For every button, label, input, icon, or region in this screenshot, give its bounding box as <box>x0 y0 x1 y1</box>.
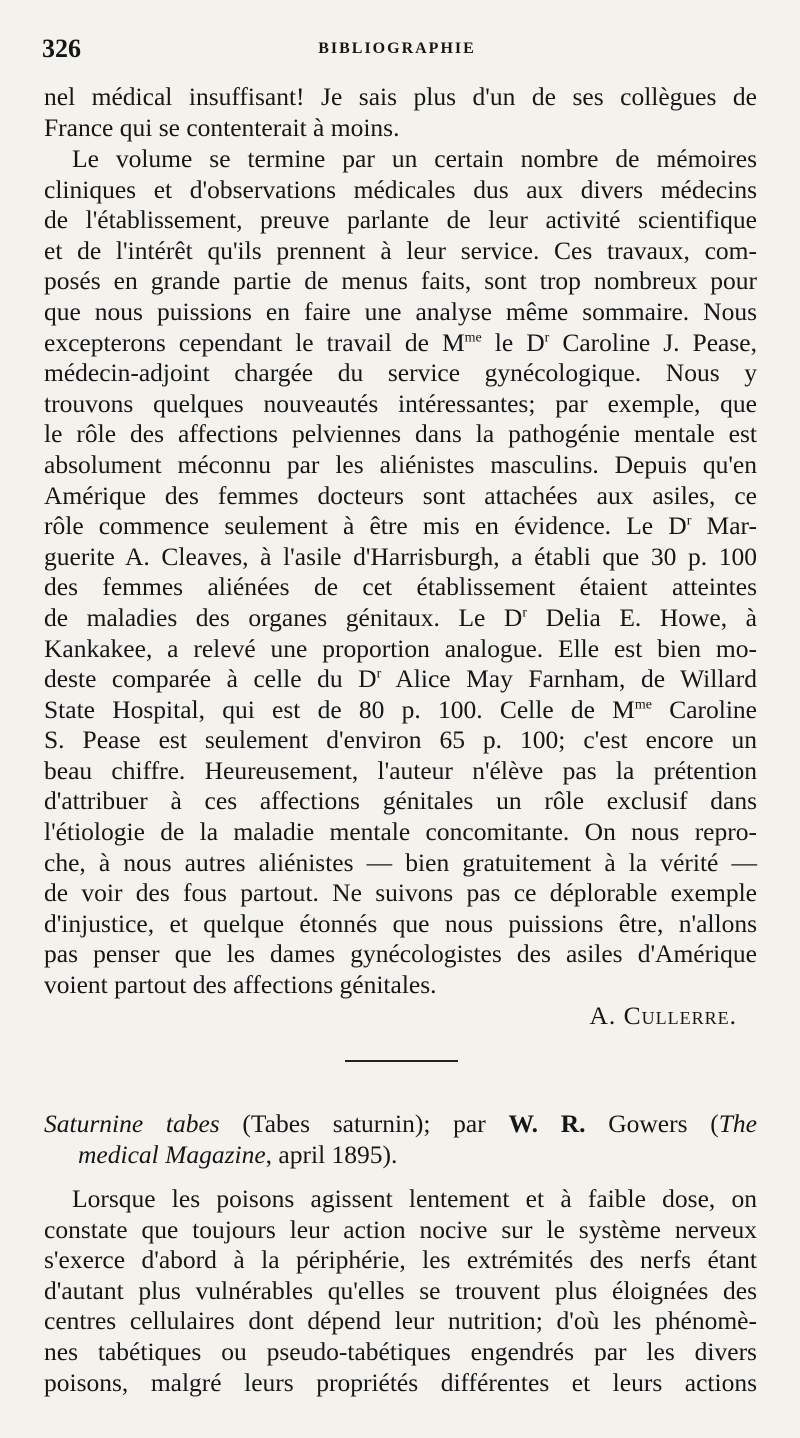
text-line: de maladies des organes génitaux. Le $D^r$ Delia E. Howe, à <box>44 602 757 632</box>
text-line: deste comparée à celle du $D^r$ Alice May Farnham, de Willard <box>44 664 757 694</box>
text-line: poisons, malgré leurs propriétés différentes et leurs actions <box>44 1367 757 1397</box>
text-line: excepterons cependant le travail de $M^{me}$ le $D^r$ Caroline J. Pease, <box>44 327 757 357</box>
author-name: W. R. <box>508 1109 586 1138</box>
text-line: de voir des fous partout. Ne suivons pas ce déplorable exemple <box>44 878 757 908</box>
text-line: s'exerce d'abord à la périphérie, les extrémités des nerfs étant <box>44 1245 757 1275</box>
text-line: constate que toujours leur action nocive sur le système nerveux <box>44 1214 757 1244</box>
text-line: rôle commence seulement à être mis en évidence. Le $D^r$ Mar- <box>44 511 758 541</box>
paragraph-continuation <box>44 82 757 143</box>
text-line: posés en grande partie de menus faits, sont trop nombreux pour <box>44 266 757 296</box>
text-line: que nous puissions en faire une analyse même sommaire. Nous <box>44 296 757 326</box>
text-line: d'attribuer à ces affections génitales un rôle exclusif dans <box>44 786 757 816</box>
text-line: Kankakee, a relevé une proportion analogue. Elle est bien mo- <box>44 633 757 663</box>
text-line: trouvons quelques nouveautés intéressantes; par exemple, que <box>44 388 757 418</box>
running-title: BIBLIOGRAPHIE <box>318 40 476 57</box>
text-line: centres cellulaires dont dépend leur nutrition; d'où les phénomè- <box>44 1306 757 1336</box>
page-number: 326 <box>42 34 81 63</box>
text-line: nes tabétiques ou pseudo-tabétiques engendrés par les divers <box>44 1336 757 1366</box>
text-line: médecin-adjoint chargée du service gynécologique. Nous y <box>44 358 757 388</box>
text-line: pas penser que les dames gynécologistes des asiles d'Amérique <box>44 939 757 969</box>
section-divider <box>345 1060 458 1062</box>
text-line: S. Pease est seulement d'environ 65 p. 100; c'est encore un <box>44 725 757 755</box>
text-line: des femmes aliénées de cet établissement étaient atteintes <box>44 572 757 602</box>
text-line: Le volume se termine par un certain nombre de mémoires <box>72 144 757 173</box>
text-line: absolument méconnu par les aliénistes masculins. Depuis qu'en <box>44 449 757 479</box>
page-header <box>42 34 752 68</box>
text-line: de l'établissement, preuve parlante de leur activité scientifique <box>44 205 757 235</box>
reference-line: Saturnine tabes (Tabes saturnin); par W. R. Gowers (The <box>44 1109 757 1138</box>
text-line: le rôle des affections pelviennes dans la pathogénie mentale est <box>44 419 757 449</box>
reference-heading <box>44 1108 757 1169</box>
text-line: State Hospital, qui est de 80 p. 100. Celle de $M^{me}$ Caroline <box>44 694 758 724</box>
journal-name: medical Magazine <box>78 1139 266 1169</box>
text-line: Amérique des femmes docteurs sont attachées aux asiles, ce <box>44 480 757 510</box>
text-line: et de l'intérêt qu'ils prennent à leur service. Ces travaux, com- <box>44 235 757 265</box>
text-line: voient partout des affections génitales. <box>44 970 437 1000</box>
paragraph-review <box>44 144 757 1031</box>
signature: A. Cullerre. <box>589 1000 737 1030</box>
text-line: guerite A. Cleaves, à l'asile d'Harrisburgh, a établi que 30 p. 100 <box>44 541 757 571</box>
paragraph-saturnine <box>44 1184 757 1398</box>
reference-line: medical Magazine, april 1895). <box>78 1139 398 1169</box>
text-line: d'autant plus vulnérables qu'elles se trouvent plus éloignées des <box>44 1275 757 1305</box>
article-title: Saturnine tabes <box>44 1109 220 1138</box>
text-line: France qui se contenterait à moins. <box>44 112 400 142</box>
text-line: che, à nous autres aliénistes — bien gratuitement à la vérité — <box>44 847 757 877</box>
text-line: d'injustice, et quelque étonnés que nous puissions être, n'allons <box>44 908 757 938</box>
text-line: l'étiologie de la maladie mentale concomitante. On nous repro- <box>44 817 757 847</box>
text-line: nel médical insuffisant! Je sais plus d'un de ses collègues de <box>44 82 757 111</box>
text-line: Lorsque les poisons agissent lentement et à faible dose, on <box>72 1184 757 1213</box>
text-line: beau chiffre. Heureusement, l'auteur n'élève pas la prétention <box>44 755 757 785</box>
text-line: cliniques et d'observations médicales dus aux divers médecins <box>44 174 757 204</box>
